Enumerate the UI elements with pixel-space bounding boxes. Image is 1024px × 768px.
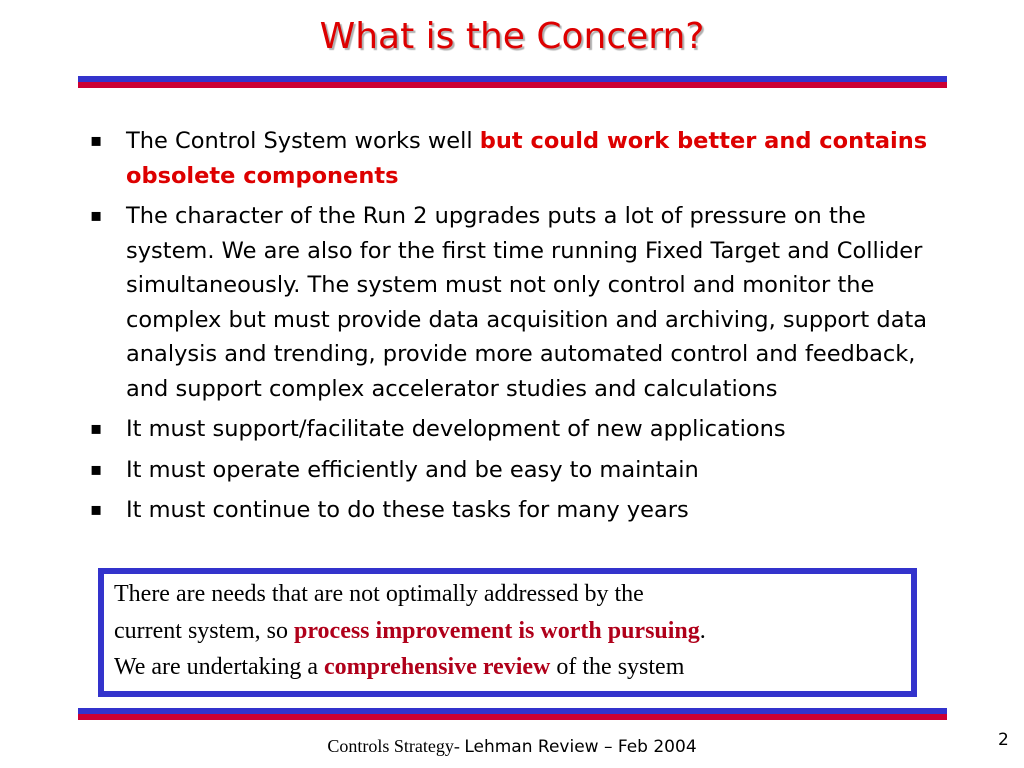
- footer-suffix: Lehman Review – Feb 2004: [464, 737, 697, 757]
- bullet-text: The character of the Run 2 upgrades puts a lot of pressure on the system. We are also for the first time running Fixed Target and Collider simultaneously. The system must not only control and monitor the complex but must provide data acquisition and archiving, support data analysis and trending, provide more automated control and feedback, and support complex accelerator studies and calculations: [126, 203, 928, 402]
- callout-text: [114, 576, 903, 686]
- slide-title: What is the Concern?: [319, 16, 705, 57]
- bullet-emphasis: but could work better and contains obsolete components: [126, 128, 928, 189]
- bullet-item: [90, 493, 940, 528]
- bullet-text: It must support/facilitate development of new applications: [126, 416, 786, 442]
- callout-line-2-suffix: .: [699, 617, 706, 644]
- bottom-divider-red-bar: [78, 714, 947, 720]
- page-number: 2: [998, 730, 1009, 750]
- bottom-divider: [78, 708, 947, 720]
- callout-box: [98, 568, 917, 697]
- top-divider-red-bar: [78, 82, 947, 88]
- square-bullet-icon: [90, 493, 102, 529]
- square-bullet-icon: [90, 124, 102, 160]
- callout-line-3-prefix: We are undertaking a: [114, 654, 324, 680]
- callout-line-3-emphasis: comprehensive review: [323, 654, 551, 680]
- square-bullet-icon: [90, 199, 102, 235]
- callout-line-2: [114, 613, 903, 650]
- bullet-text: It must continue to do these tasks for many years: [126, 497, 689, 523]
- bullet-item: [90, 199, 940, 406]
- footer: [0, 736, 1024, 757]
- bullet-text: It must operate efficiently and be easy to maintain: [126, 456, 699, 483]
- top-divider: [78, 76, 947, 88]
- square-bullet-icon: [90, 453, 102, 489]
- callout-line-3: [114, 649, 903, 686]
- bullet-item: [90, 124, 940, 193]
- footer-prefix: Controls Strategy-: [327, 736, 465, 756]
- callout-line-3-suffix: of the system: [550, 654, 685, 680]
- callout-line-2-prefix: current system, so: [114, 617, 294, 644]
- callout-line-2-emphasis: process improvement is worth pursuing: [293, 617, 700, 644]
- bullet-item: [90, 412, 940, 447]
- square-bullet-icon: [90, 412, 102, 448]
- callout-line-1: There are needs that are not optimally addressed by the: [114, 581, 644, 607]
- bullet-text: The Control System works well: [126, 128, 480, 154]
- bullet-item: [90, 453, 940, 488]
- bullet-list: [90, 124, 940, 534]
